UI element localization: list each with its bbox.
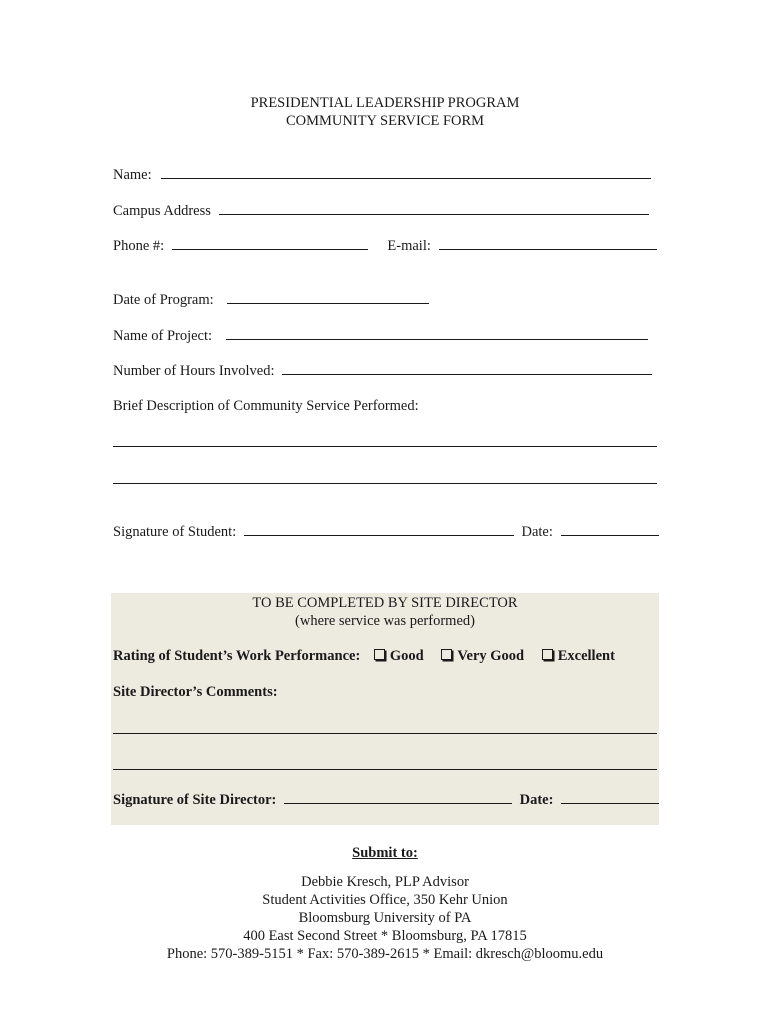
director-signature-row — [113, 790, 659, 809]
hours-label: Number of Hours Involved: — [113, 363, 275, 379]
form-title-line-2: COMMUNITY SERVICE FORM — [285, 113, 485, 129]
phone-field[interactable] — [172, 236, 368, 250]
name-of-project-label: Name of Project: — [113, 328, 213, 344]
checkbox-icon[interactable] — [374, 649, 385, 660]
submit-line-1: Debbie Kresch, PLP Advisor — [301, 874, 469, 890]
date-of-program-row — [113, 290, 429, 309]
rating-option-very-good[interactable] — [441, 648, 527, 664]
rating-option-good[interactable] — [374, 648, 427, 664]
name-field[interactable] — [161, 165, 651, 179]
name-row — [113, 165, 651, 184]
description-label: Brief Description of Community Service Performed: — [113, 398, 419, 414]
campus-address-row — [113, 201, 649, 220]
comments-label: Site Director’s Comments: — [113, 684, 278, 700]
name-of-project-row — [113, 326, 648, 345]
rating-option-very-good-label: Very Good — [457, 648, 525, 664]
campus-address-label: Campus Address — [113, 203, 211, 219]
name-label: Name: — [113, 167, 152, 183]
rating-label: Rating of Student’s Work Performance: — [113, 648, 361, 664]
rating-row — [113, 647, 615, 665]
form-title-line-1: PRESIDENTIAL LEADERSHIP PROGRAM — [250, 95, 520, 111]
rating-option-good-label: Good — [389, 648, 424, 664]
campus-address-field[interactable] — [219, 201, 649, 215]
student-date-field[interactable] — [561, 522, 659, 536]
comments-line-1[interactable] — [113, 733, 657, 734]
student-signature-row — [113, 522, 659, 541]
date-of-program-field[interactable] — [227, 290, 429, 304]
director-signature-field[interactable] — [284, 790, 512, 804]
student-date-label: Date: — [521, 524, 553, 540]
description-row — [113, 397, 419, 415]
submit-line-2: Student Activities Office, 350 Kehr Union — [262, 892, 508, 908]
submit-heading: Submit to: — [352, 845, 418, 861]
name-of-project-field[interactable] — [226, 326, 648, 340]
student-signature-label: Signature of Student: — [113, 524, 237, 540]
comments-row — [113, 683, 278, 701]
description-line-2[interactable] — [113, 483, 657, 484]
email-label: E-mail: — [387, 238, 431, 254]
submit-line-5: Phone: 570-389-5151 * Fax: 570-389-2615 * Email: dkresch@bloomu.edu — [166, 946, 604, 962]
description-line-1[interactable] — [113, 446, 657, 447]
date-of-program-label: Date of Program: — [113, 292, 214, 308]
hours-row — [113, 361, 652, 380]
checkbox-icon[interactable] — [542, 649, 553, 660]
submit-line-4: 400 East Second Street * Bloomsburg, PA 17815 — [243, 928, 527, 944]
submit-line-3: Bloomsburg University of PA — [298, 910, 472, 926]
student-signature-field[interactable] — [244, 522, 514, 536]
site-director-title: TO BE COMPLETED BY SITE DIRECTOR — [252, 595, 518, 611]
site-director-subtitle: (where service was performed) — [295, 613, 475, 629]
rating-option-excellent-label: Excellent — [557, 648, 615, 664]
checkbox-icon[interactable] — [441, 649, 452, 660]
email-field[interactable] — [439, 236, 657, 250]
director-date-label: Date: — [519, 792, 554, 808]
hours-field[interactable] — [282, 361, 652, 375]
rating-option-excellent[interactable] — [542, 648, 615, 664]
comments-line-2[interactable] — [113, 769, 657, 770]
phone-label: Phone #: — [113, 238, 165, 254]
phone-email-row — [113, 236, 657, 255]
director-date-field[interactable] — [561, 790, 659, 804]
director-signature-label: Signature of Site Director: — [113, 792, 277, 808]
